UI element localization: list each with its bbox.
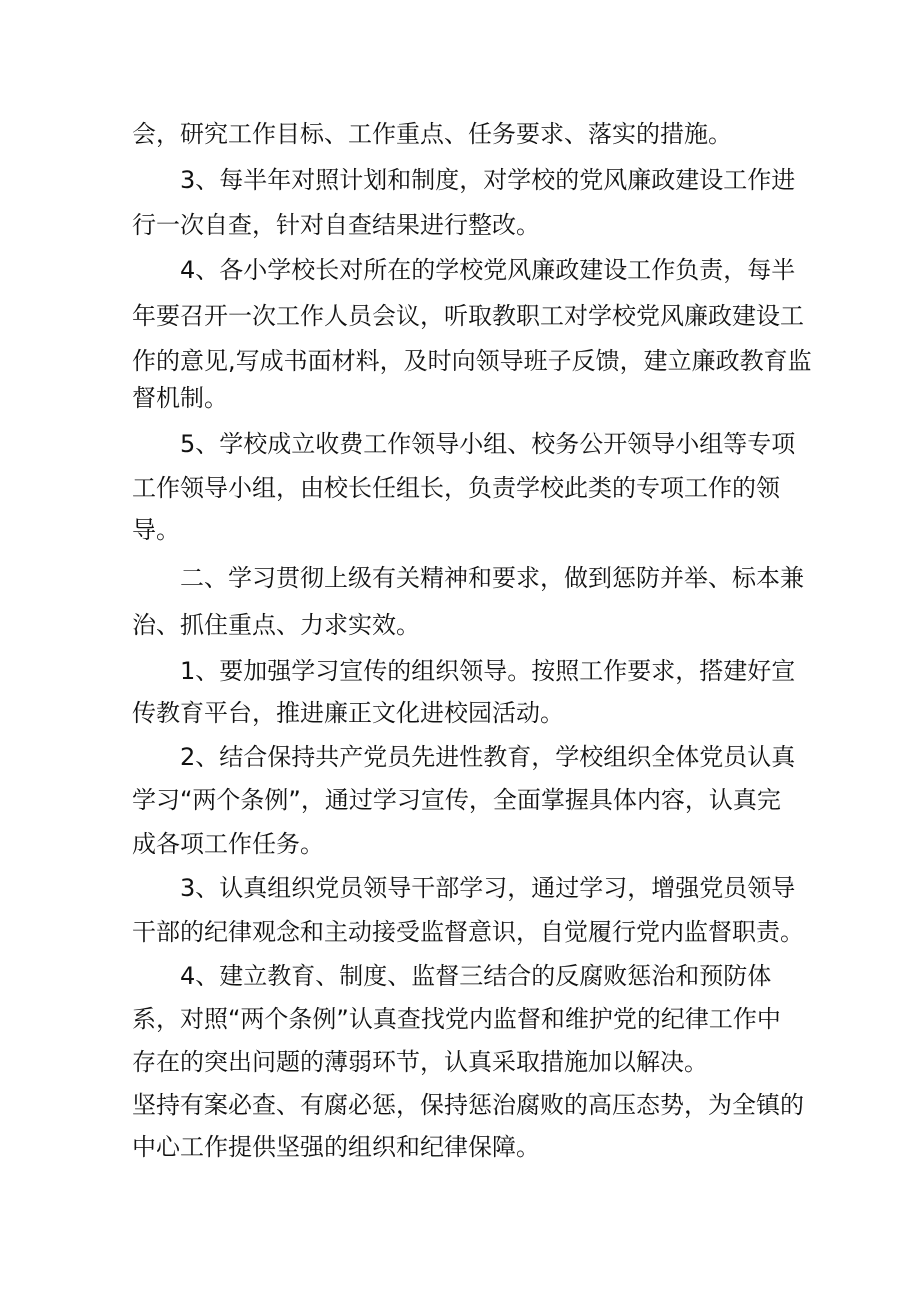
text-line: 年要召开一次工作人员会议，听取教职工对学校党风廉政建设工 — [132, 302, 804, 330]
text-line: 中心工作提供坚强的组织和纪律保障。 — [132, 1133, 540, 1161]
text-line: 存在的突出问题的薄弱环节，认真采取措施加以解决。 — [132, 1048, 708, 1076]
text-line: 5、学校成立收费工作领导小组、校务公开领导小组等专项 — [180, 430, 796, 458]
text-line: 督机制。 — [132, 384, 228, 412]
text-line: 成各项工作任务。 — [132, 830, 324, 858]
text-line: 传教育平台，推进廉正文化进校园活动。 — [132, 699, 564, 727]
text-line: 3、每半年对照计划和制度，对学校的党风廉政建设工作进 — [180, 166, 796, 194]
text-line: 治、抓住重点、力求实效。 — [132, 611, 420, 639]
text-line: 4、各小学校长对所在的学校党风廉政建设工作负责，每半 — [180, 256, 796, 284]
text-line: 学习“两个条例”，通过学习宣传，全面掌握具体内容，认真完 — [132, 786, 781, 814]
text-line: 1、要加强学习宣传的组织领导。按照工作要求，搭建好宣 — [180, 657, 796, 685]
text-line: 4、建立教育、制度、监督三结合的反腐败惩治和预防体 — [180, 962, 772, 990]
text-line: 会，研究工作目标、工作重点、任务要求、落实的措施。 — [132, 120, 732, 148]
text-line: 作的意见,写成书面材料，及时向领导班子反馈，建立廉政教育监 — [132, 347, 812, 375]
text-line: 坚持有案必查、有腐必惩，保持惩治腐败的高压态势，为全镇的 — [132, 1091, 804, 1119]
text-line: 系，对照“两个条例”认真查找党内监督和维护党的纪律工作中 — [132, 1005, 781, 1033]
text-line: 2、结合保持共产党员先进性教育，学校组织全体党员认真 — [180, 743, 796, 771]
text-line: 二、学习贯彻上级有关精神和要求，做到惩防并举、标本兼 — [180, 564, 804, 592]
text-line: 工作领导小组，由校长任组长，负责学校此类的专项工作的领 — [132, 474, 780, 502]
text-line: 干部的纪律观念和主动接受监督意识，自觉履行党内监督职责。 — [132, 918, 804, 946]
text-line: 导。 — [132, 516, 180, 544]
text-line: 3、认真组织党员领导干部学习，通过学习，增强党员领导 — [180, 874, 796, 902]
text-line: 行一次自查，针对自查结果进行整改。 — [132, 211, 540, 239]
